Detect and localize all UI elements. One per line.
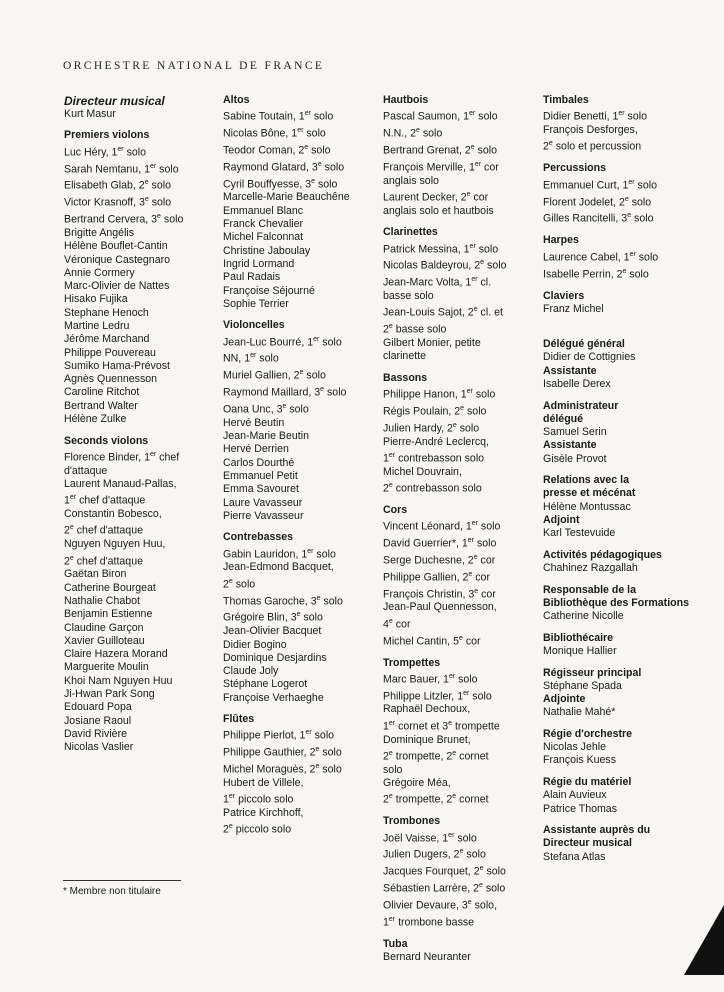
member-line: Hervé Beutin bbox=[223, 416, 285, 429]
member-line: Brigitte Angélis bbox=[64, 226, 135, 239]
member-line: 1er contrebasson solo bbox=[383, 451, 485, 465]
member-line: Constantin Bobesco, bbox=[64, 508, 162, 521]
member-line: David Rivière bbox=[64, 727, 127, 740]
section bbox=[543, 632, 703, 659]
section bbox=[64, 129, 220, 426]
section-heading: Contrebasses bbox=[223, 531, 294, 544]
member-line: François Christin, 3e cor bbox=[383, 587, 496, 601]
section-heading: Trombones bbox=[383, 815, 441, 828]
member-line: Olivier Devaure, 3e solo, bbox=[383, 898, 498, 912]
section bbox=[223, 713, 381, 837]
member-line: Paul Radais bbox=[223, 271, 281, 284]
member-line: Julien Dugers, 2e solo bbox=[383, 848, 486, 861]
member-line: Samuel Serin bbox=[543, 426, 607, 439]
member-line: Marguerite Moulin bbox=[64, 661, 149, 674]
member-line: Cyril Bouffyesse, 3e solo bbox=[223, 177, 338, 191]
member-line: François Desforges, bbox=[543, 124, 638, 137]
section-heading: Cors bbox=[383, 503, 408, 516]
member-line: Philippe Litzler, 1er solo bbox=[383, 689, 492, 703]
section bbox=[543, 162, 703, 226]
section-heading: Bibliothèque des Formations bbox=[543, 596, 689, 609]
section bbox=[383, 94, 539, 218]
member-line: Hélène Bouflet-Cantin bbox=[64, 240, 168, 253]
member-line: clarinette bbox=[383, 350, 426, 363]
member-line: Philippe Pierlot, 1er solo bbox=[223, 729, 335, 742]
member-line: 2e chef d'attaque bbox=[64, 554, 143, 568]
member-line: Agnès Quennesson bbox=[64, 373, 158, 386]
member-line: Didier Benetti, 1er solo bbox=[543, 110, 647, 123]
member-line: Annie Cormery bbox=[64, 266, 135, 279]
section-heading: Adjointe bbox=[543, 693, 586, 706]
member-line: Isabelle Perrin, 2e solo bbox=[543, 267, 649, 281]
section bbox=[543, 234, 703, 281]
member-line: Hervé Derrien bbox=[223, 443, 289, 456]
member-line: Caroline Ritchot bbox=[64, 386, 140, 399]
member-line: Hélène Montussac bbox=[543, 500, 631, 513]
member-line: Didier de Cottignies bbox=[543, 351, 636, 364]
section bbox=[543, 776, 703, 816]
member-line: Laurent Manaud-Pallas, bbox=[64, 477, 177, 490]
section-heading: Percussions bbox=[543, 162, 607, 175]
member-line: Emmanuel Curt, 1er solo bbox=[543, 178, 657, 192]
member-line: Laurence Cabel, 1er solo bbox=[543, 250, 659, 264]
member-line: Dominique Brunet, bbox=[383, 733, 471, 746]
section-heading: Activités pédagogiques bbox=[543, 548, 662, 561]
column-1 bbox=[64, 94, 220, 763]
section bbox=[223, 319, 381, 523]
member-line: Marc Bauer, 1er solo bbox=[383, 672, 478, 686]
section-heading: Régie du matériel bbox=[543, 775, 632, 788]
section bbox=[543, 290, 703, 317]
member-line: Bernard Neuranter bbox=[383, 951, 471, 964]
member-line: 2e contrebasson solo bbox=[383, 481, 482, 495]
section-heading: Délégué général bbox=[543, 338, 625, 351]
member-line: Florent Jodelet, 2e solo bbox=[543, 195, 652, 209]
section-heading: Timbales bbox=[543, 94, 589, 106]
member-line: 2e solo bbox=[223, 577, 256, 591]
section-heading: Responsable de la bbox=[543, 583, 637, 596]
member-line: N.N., 2e solo bbox=[383, 127, 443, 140]
member-line: Laurent Decker, 2e cor bbox=[383, 190, 489, 204]
member-line: Véronique Castegnaro bbox=[64, 253, 171, 266]
member-line: Michel Cantin, 5e cor bbox=[383, 634, 481, 648]
member-line: Nathalie Mahé* bbox=[543, 706, 616, 719]
member-line: Nicolas Jehle bbox=[543, 741, 607, 754]
section bbox=[543, 94, 703, 154]
section bbox=[383, 938, 539, 965]
section bbox=[223, 94, 381, 311]
member-line: Carlos Dourthé bbox=[223, 456, 295, 469]
member-line: Hubert de Villele, bbox=[223, 776, 304, 789]
member-line: Khoi Nam Nguyen Huu bbox=[64, 674, 173, 687]
member-line: Sarah Nemtanu, 1er solo bbox=[64, 162, 179, 176]
member-line: Claire Hazera Morand bbox=[64, 648, 168, 661]
member-line: Luc Héry, 1er solo bbox=[64, 145, 147, 159]
member-line: Sophie Terrier bbox=[223, 297, 289, 310]
member-line: basse solo bbox=[383, 290, 434, 302]
section-heading: Relations avec la bbox=[543, 474, 629, 487]
section-heading: Administrateur bbox=[543, 399, 619, 412]
member-line: Monique Hallier bbox=[543, 645, 617, 658]
section-heading: Altos bbox=[223, 94, 250, 106]
member-line: Claudine Garçon bbox=[64, 621, 144, 634]
member-line: Stéphane Logerot bbox=[223, 678, 308, 691]
member-line: Jean-Louis Sajot, 2e cl. et bbox=[383, 306, 503, 319]
member-line: Jacques Fourquet, 2e solo bbox=[383, 865, 506, 878]
member-line: 2e piccolo solo bbox=[223, 823, 292, 836]
section-heading: délégué bbox=[543, 412, 584, 425]
member-line: 2e chef d'attaque bbox=[64, 524, 143, 537]
member-line: 2e trompette, 2e cornet bbox=[383, 749, 489, 763]
member-line: Dominique Desjardins bbox=[223, 651, 327, 664]
member-line: Joël Vaisse, 1er solo bbox=[383, 831, 477, 845]
member-line: Marc-Olivier de Nattes bbox=[64, 280, 170, 293]
member-line: Nicolas Baldeyrou, 2e solo bbox=[383, 259, 507, 272]
member-line: Marcelle-Marie Beauchêne bbox=[223, 191, 350, 204]
member-line: Vincent Léonard, 1er solo bbox=[383, 520, 501, 533]
member-line: Stefana Atlas bbox=[543, 850, 606, 863]
member-line: 2e basse solo bbox=[383, 323, 447, 336]
member-line: Patrice Kirchhoff, bbox=[223, 807, 304, 820]
column-4 bbox=[543, 94, 703, 872]
section bbox=[64, 94, 220, 121]
member-line: 4e cor bbox=[383, 617, 411, 631]
member-line: Gilles Rancitelli, 3e solo bbox=[543, 212, 654, 225]
member-line: Julien Hardy, 2e solo bbox=[383, 421, 480, 435]
member-line: 1er trombone basse bbox=[383, 915, 475, 929]
member-line: Claude Joly bbox=[223, 665, 279, 678]
section bbox=[543, 824, 703, 864]
member-line: Bertrand Walter bbox=[64, 399, 138, 412]
member-line: Raphaël Dechoux, bbox=[383, 703, 471, 716]
member-line: Franz Michel bbox=[543, 302, 604, 315]
member-line: Laure Vavasseur bbox=[223, 496, 303, 509]
section-heading: Directeur musical bbox=[64, 94, 165, 108]
member-line: 2e trompette, 2e cornet bbox=[383, 793, 489, 806]
section bbox=[543, 584, 703, 624]
member-line: 1er cornet et 3e trompette bbox=[383, 719, 500, 733]
member-line: Régis Poulain, 2e solo bbox=[383, 404, 487, 418]
member-line: Teodor Coman, 2e solo bbox=[223, 143, 331, 157]
member-line: Isabelle Derex bbox=[543, 378, 611, 391]
member-line: Catherine Bourgeat bbox=[64, 581, 156, 594]
member-line: Victor Krasnoff, 3e solo bbox=[64, 196, 172, 209]
section-heading: Adjoint bbox=[543, 514, 580, 527]
member-line: Jean-Olivier Bacquet bbox=[223, 625, 322, 638]
member-line: Ingrid Lormand bbox=[223, 257, 295, 270]
member-line: Gabin Lauridon, 1er solo bbox=[223, 547, 336, 561]
section-heading: Assistante bbox=[543, 439, 597, 452]
member-line: Emmanuel Petit bbox=[223, 469, 298, 482]
member-line: Jean-Paul Quennesson, bbox=[383, 601, 497, 614]
page-header: ORCHESTRE NATIONAL DE FRANCE bbox=[63, 60, 325, 72]
section-heading: Hautbois bbox=[383, 94, 429, 106]
section bbox=[543, 338, 703, 391]
member-line: Kurt Masur bbox=[64, 108, 116, 120]
member-line: NN, 1er solo bbox=[223, 352, 279, 365]
member-line: Patrick Messina, 1er solo bbox=[383, 242, 499, 256]
member-line: 2e solo et percussion bbox=[543, 140, 642, 153]
member-line: Ji-Hwan Park Song bbox=[64, 688, 155, 701]
section bbox=[543, 728, 703, 768]
member-line: Franck Chevalier bbox=[223, 218, 304, 231]
member-line: anglais solo et hautbois bbox=[383, 204, 494, 217]
member-line: Gisèle Provot bbox=[543, 452, 607, 465]
member-line: Nguyen Nguyen Huu, bbox=[64, 538, 166, 551]
member-line: Oana Unc, 3e solo bbox=[223, 402, 309, 416]
section-heading: Trompettes bbox=[383, 656, 441, 669]
section-heading: presse et mécénat bbox=[543, 487, 636, 500]
member-line: Jean-Edmond Bacquet, bbox=[223, 561, 334, 574]
member-line: 1er piccolo solo bbox=[223, 793, 294, 806]
member-line: Stephane Henoch bbox=[64, 306, 149, 319]
member-line: Muriel Gallien, 2e solo bbox=[223, 369, 326, 382]
member-line: Xavier Guilloteau bbox=[64, 634, 145, 647]
member-line: Philippe Gallien, 2e cor bbox=[383, 570, 490, 584]
section-heading: Claviers bbox=[543, 289, 585, 302]
member-line: Bertrand Cervera, 3e solo bbox=[64, 213, 184, 226]
footnote: * Membre non titulaire bbox=[63, 886, 161, 897]
member-line: François Merville, 1er cor bbox=[383, 160, 499, 174]
member-line: Sabine Toutain, 1er solo bbox=[223, 110, 334, 123]
member-line: Grégoire Blin, 3e solo bbox=[223, 611, 323, 624]
section-heading: Assistante bbox=[543, 364, 597, 377]
member-line: Benjamin Estienne bbox=[64, 608, 153, 621]
member-line: Jérôme Marchand bbox=[64, 333, 150, 346]
member-line: David Guerrier*, 1er solo bbox=[383, 537, 497, 550]
section bbox=[543, 474, 703, 540]
member-line: Michel Falconnat bbox=[223, 231, 304, 244]
section-heading: Clarinettes bbox=[383, 226, 438, 239]
section-heading: Bibliothécaire bbox=[543, 631, 614, 644]
member-line: Sumiko Hama-Prévost bbox=[64, 359, 170, 372]
section bbox=[383, 372, 539, 496]
member-line: Catherine Nicolle bbox=[543, 610, 624, 623]
member-line: Emmanuel Blanc bbox=[223, 204, 304, 217]
member-line: Jean-Luc Bourré, 1er solo bbox=[223, 335, 342, 349]
section bbox=[383, 226, 539, 363]
member-line: Grégoire Méa, bbox=[383, 777, 451, 790]
member-line: Hisako Fujika bbox=[64, 293, 128, 306]
member-line: Nathalie Chabot bbox=[64, 594, 140, 607]
section-heading: Tuba bbox=[383, 937, 408, 950]
member-line: Emma Savouret bbox=[223, 483, 299, 496]
member-line: Thomas Garoche, 3e solo bbox=[223, 594, 343, 608]
member-line: Michel Douvrain, bbox=[383, 465, 462, 478]
section bbox=[383, 815, 539, 929]
section-heading: Régie d'orchestre bbox=[543, 727, 633, 740]
member-line: Hélène Zulke bbox=[64, 413, 127, 426]
section bbox=[383, 657, 539, 808]
section bbox=[223, 531, 381, 705]
member-line: Gilbert Monier, petite bbox=[383, 336, 481, 349]
section-heading: Bassons bbox=[383, 371, 428, 384]
member-line: Raymond Glatard, 3e solo bbox=[223, 160, 345, 174]
member-line: Pierre Vavasseur bbox=[223, 509, 304, 522]
member-line: Françoise Verhaeghe bbox=[223, 691, 324, 704]
section-heading: Harpes bbox=[543, 234, 579, 247]
member-line: Edouard Popa bbox=[64, 701, 132, 714]
section-heading: Seconds violons bbox=[64, 434, 149, 447]
member-line: Jean-Marie Beutin bbox=[223, 430, 309, 443]
section-heading: Régisseur principal bbox=[543, 666, 642, 679]
section-heading: Flûtes bbox=[223, 713, 255, 726]
member-line: Michel Moraguès, 2e solo bbox=[223, 763, 342, 776]
member-line: d'attaque bbox=[64, 464, 108, 477]
member-line: Philippe Pouvereau bbox=[64, 346, 156, 359]
member-line: Bertrand Grenat, 2e solo bbox=[383, 143, 498, 157]
member-line: Martine Ledru bbox=[64, 320, 130, 332]
member-line: anglais solo bbox=[383, 174, 439, 187]
member-line: 1er chef d'attaque bbox=[64, 494, 146, 507]
member-line: Elisabeth Glab, 2e solo bbox=[64, 179, 171, 192]
member-line: François Kuess bbox=[543, 754, 617, 767]
footnote-rule bbox=[63, 880, 181, 881]
member-line: Chahinez Razgallah bbox=[543, 562, 638, 575]
section-heading: Violoncelles bbox=[223, 319, 285, 332]
section bbox=[543, 549, 703, 576]
member-line: Philippe Gauthier, 2e solo bbox=[223, 746, 342, 759]
member-line: Raymond Maillard, 3e solo bbox=[223, 386, 347, 399]
member-line: Josiane Raoul bbox=[64, 714, 132, 727]
section bbox=[383, 504, 539, 648]
member-line: Pierre-André Leclercq, bbox=[383, 435, 489, 448]
member-line: Florence Binder, 1er chef bbox=[64, 450, 180, 464]
member-line: Christine Jaboulay bbox=[223, 244, 311, 257]
member-line: Gaëtan Biron bbox=[64, 568, 127, 581]
member-line: Nicolas Bône, 1er solo bbox=[223, 127, 326, 140]
section bbox=[543, 400, 703, 466]
section-heading: Premiers violons bbox=[64, 129, 150, 142]
member-line: Serge Duchesne, 2e cor bbox=[383, 553, 496, 567]
member-line: Patrice Thomas bbox=[543, 802, 617, 815]
member-line: Nicolas Vaslier bbox=[64, 741, 134, 754]
section-heading: Directeur musical bbox=[543, 837, 632, 850]
member-line: Karl Testevuide bbox=[543, 527, 616, 540]
column-2 bbox=[223, 94, 381, 845]
member-line: Pascal Saumon, 1er solo bbox=[383, 110, 498, 123]
section bbox=[64, 435, 220, 755]
member-line: Jean-Marc Volta, 1er cl. bbox=[383, 276, 492, 289]
member-line: Alain Auvieux bbox=[543, 789, 607, 802]
member-line: Stéphane Spada bbox=[543, 679, 622, 692]
scan-edge-shadow bbox=[684, 905, 724, 975]
member-line: Sébastien Larrère, 2e solo bbox=[383, 882, 506, 895]
section bbox=[543, 667, 703, 720]
member-line: Philippe Hanon, 1er solo bbox=[383, 388, 496, 401]
column-3 bbox=[383, 94, 539, 973]
member-line: Françoise Séjourné bbox=[223, 284, 315, 297]
section-heading: Assistante auprès du bbox=[543, 824, 651, 837]
member-line: solo bbox=[383, 763, 403, 776]
member-line: Didier Bogino bbox=[223, 638, 287, 651]
